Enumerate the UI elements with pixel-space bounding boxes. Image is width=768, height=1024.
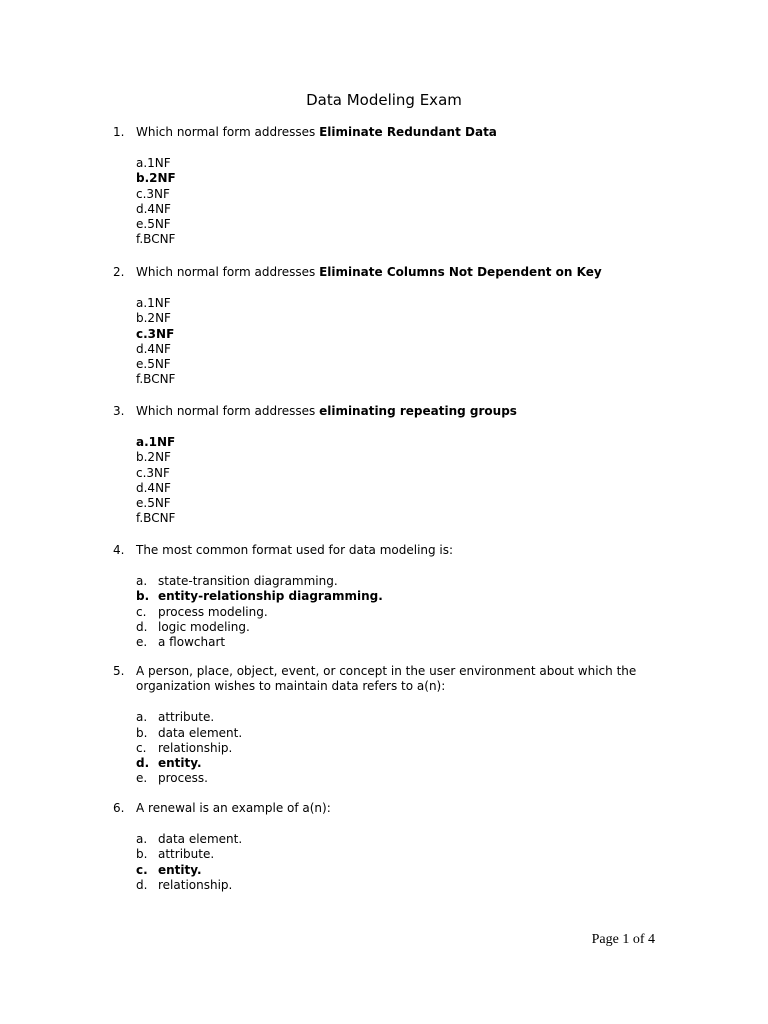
option-c: c.3NF xyxy=(136,465,170,480)
option-c: c.3NF xyxy=(136,186,170,201)
question-6 xyxy=(113,801,673,893)
option-f: f.BCNF xyxy=(136,372,176,387)
option-d: d. logic modeling. xyxy=(136,619,250,634)
option-d: d. relationship. xyxy=(136,877,233,892)
option-b: b.2NF xyxy=(136,311,171,326)
option-b: b.2NF xyxy=(136,171,176,186)
option-a: a. data element. xyxy=(136,832,243,847)
option-a: a.1NF xyxy=(136,156,171,171)
option-c: c. process modeling. xyxy=(136,604,268,619)
option-a: a.1NF xyxy=(136,435,176,450)
option-b: b.2NF xyxy=(136,450,171,465)
option-list xyxy=(113,710,673,786)
option-list xyxy=(113,574,673,650)
question-4 xyxy=(113,543,673,650)
question-text: The most common format used for data modeling is: xyxy=(136,543,454,557)
question-number: 4. xyxy=(113,543,125,557)
question-number: 6. xyxy=(113,801,125,815)
option-e: e.5NF xyxy=(136,356,171,371)
question-emphasis: Eliminate Redundant Data xyxy=(319,125,497,139)
option-d: d.4NF xyxy=(136,341,171,356)
question-number: 2. xyxy=(113,265,125,279)
question-number: 1. xyxy=(113,125,125,139)
question-number: 5. xyxy=(113,664,125,678)
option-d: d. entity. xyxy=(136,755,202,770)
question-text: A person, place, object, event, or concept in the user environment about which the organization wishes to maintain data refers to a(n): xyxy=(136,664,637,694)
option-b: b. attribute. xyxy=(136,847,215,862)
option-list xyxy=(113,435,673,526)
option-c: c. entity. xyxy=(136,862,202,877)
question-2 xyxy=(113,265,673,387)
option-list xyxy=(113,296,673,387)
option-a: a.1NF xyxy=(136,296,171,311)
question-text: Which normal form addresses Eliminate Columns Not Dependent on Key xyxy=(136,265,602,279)
option-d: d.4NF xyxy=(136,201,171,216)
question-number: 3. xyxy=(113,404,125,418)
question-3 xyxy=(113,404,673,526)
option-a: a. attribute. xyxy=(136,710,215,725)
option-c: c. relationship. xyxy=(136,740,233,755)
option-list xyxy=(113,832,673,893)
question-5 xyxy=(113,664,673,786)
option-b: b. data element. xyxy=(136,725,243,740)
page-number: Page 1 of 4 xyxy=(591,932,655,947)
question-emphasis: Eliminate Columns Not Dependent on Key xyxy=(319,265,602,279)
option-b: b. entity-relationship diagramming. xyxy=(136,589,383,604)
option-f: f.BCNF xyxy=(136,511,176,526)
question-1 xyxy=(113,125,673,247)
option-e: e. process. xyxy=(136,771,208,786)
question-text: Which normal form addresses eliminating repeating groups xyxy=(136,404,517,418)
page-title: Data Modeling Exam xyxy=(306,91,462,109)
option-a: a. state-transition diagramming. xyxy=(136,574,338,589)
option-e: e.5NF xyxy=(136,495,171,510)
question-text: A renewal is an example of a(n): xyxy=(136,801,331,815)
option-f: f.BCNF xyxy=(136,232,176,247)
option-c: c.3NF xyxy=(136,326,175,341)
option-e: e. a flowchart xyxy=(136,634,226,649)
question-emphasis: eliminating repeating groups xyxy=(319,404,517,418)
question-text: Which normal form addresses Eliminate Redundant Data xyxy=(136,125,497,139)
option-e: e.5NF xyxy=(136,216,171,231)
option-list xyxy=(113,156,673,247)
option-d: d.4NF xyxy=(136,480,171,495)
